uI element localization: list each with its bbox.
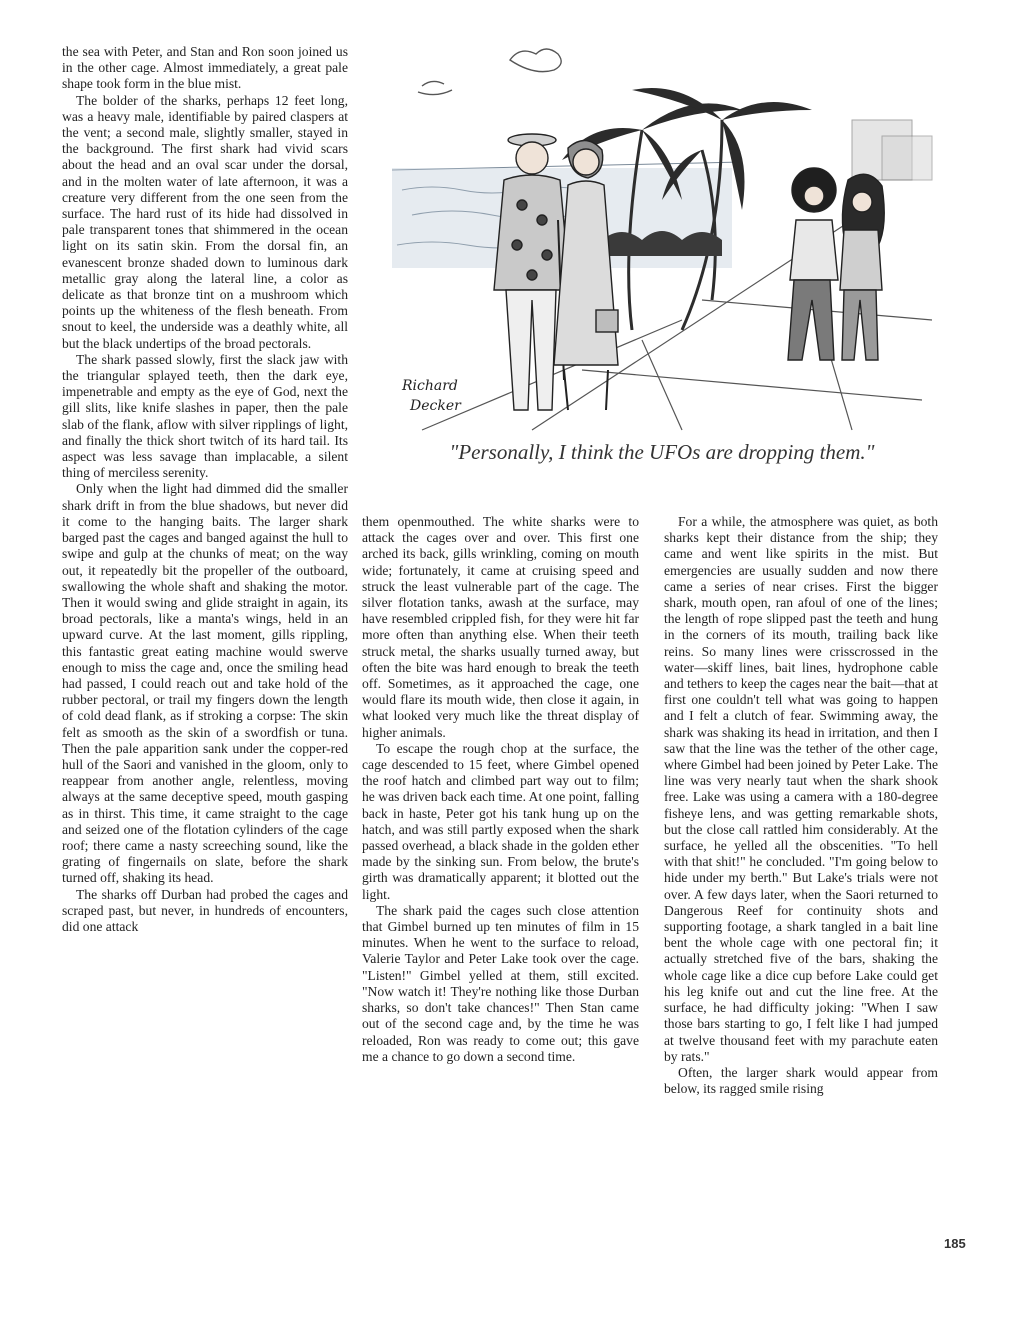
paragraph: Often, the larger shark would appear from below, its ragged smile rising [664,1064,938,1097]
paragraph: For a while, the atmosphere was quiet, as both sharks kept their distance from the ship; they came and went like spirits in the mist. But emergencies are usually sudden and now there came a series of near crises. First the bigger shark, mouth open, ran afoul of one of the lines; the length of rope slipped past the teeth and hung in the corners of its mouth, trailing back like reins. So many lines were crisscrossed in the water—skiff lines, bait lines, hydrophone cable and tethers to keep the cages near the bait—that at first one couldn't tell what was going to happen and I felt a clutch of fear. Swimming away, the shark was shaking its head in irritation, and then I saw that the line was the tether of the other cage, where Gimbel had been joined by Peter Lake. The line was very nearly taut when the shark shook free. Lake was using a camera with a 180-degree fisheye lens, and was getting remarkable shots, but the close call rattled him considerably. At the surface, he yelled all the obscenities. "To hell with that shit!" he concluded. "I'm going below to hide under my berth." But Lake's trials were not over. A few days later, when the Saori returned to Dangerous Reef for continuity shots and supporting footage, a shark tangled in a bait line bent the whole cage with one pectoral fin; it actually stretched five of the bars, shaking the whole cage like a dice cup before Lake could get his leg knife out and cut the line free. At the surface, he had difficulty joking: "When I saw those bars starting to go, I felt like I had jumped at twelve thousand feet with my parachute eaten by rats." [664,514,938,1064]
cloud [510,49,561,72]
distant-buildings [852,120,932,180]
paragraph: The shark paid the cages such close attention that Gimbel burned up ten minutes of film in 15 minutes. When he went to the surface to reload, Valerie Taylor and Peter Lake took over the cage. "Listen!" Gimbel yelled at them, still excited. "Now watch it! They're nothing like those Durban sharks, so don't take chances!" Then Stan came out of the second cage and, by the time he was reloaded, Ron was ready to come out; this gave me a chance to go down a second time. [362,902,639,1064]
article-column-2 [362,514,639,1065]
shrubs [602,231,722,256]
article-column-3 [664,514,938,1097]
ufo-shape [418,81,452,94]
article-column-1 [62,44,348,935]
paragraph: To escape the rough chop at the surface, the cage descended to 15 feet, where Gimbel opened the roof hatch and climbed part way out to film; he was driven back each time. At one point, falling back in haste, Peter got his tank hung up on the hatch, and was still partly exposed when the shark passed overhead, a black shade in the golden ether made by the sinking sun. From below, the brute's girth was dramatically apparent; it blotted out the light. [362,740,639,902]
cartoon-illustration [382,40,942,440]
paragraph: Only when the light had dimmed did the smaller shark drift in from the blue shadows, but never did it come to the hanging baits. The larger shark barged past the cages and banged against the hull to swipe and gulp at the chunks of meat; on the way out, it repeatedly bit the propeller of the outboard, swallowing the whole shaft and shaking the motor. Then it would swing and glide straight in again, its broad pectorals, like a manta's wings, held in an upward curve. At the last moment, gills rippling, this fantastic great eating machine would swerve enough to miss the cage and, once the smiling head had passed, I could reach out and take hold of the rubber pectoral, or trail my fingers down the length of cold dead flank, as if stroking a corpse: The skin felt as smooth as the skin of a swordfish or tuna. Then the pale apparition sank under the copper-red hull of the Saori and vanished in the gloom, only to reappear from another angle, relentless, moving always at the same deceptive speed, mouth gasping as in thirst. This time, it came straight to the cage and seized one of the flotation cylinders of the cage roof; there came a nasty screeching sound, like the grating of fingernails on slate, before the shark turned off, shaking its head. [62,481,348,886]
paragraph: The sharks off Durban had probed the cages and scraped past, but never, in hundreds of encounters, did one attack [62,886,348,934]
cartoon-caption: "Personally, I think the UFOs are dropping them." [449,440,875,464]
paragraph: The bolder of the sharks, perhaps 12 feet long, was a heavy male, identifiable by paired claspers at the vent; a second male, slightly smaller, stayed in the background. The first shark had vivid scars about the head and an oval scar under the dorsal, and in the molten water of late afternoon, it was a creature very different from the one seen from the surface. The hard rust of its hide had dissolved in pale transparent tones that shimmered in the ocean light on its satin skin. From the dorsal fin, an evanescent bronze shaded down to luminous dark metallic gray along the lateral line, a color as delicate as that bronze tint on a mushroom which points up the whiteness of the flesh beneath. From snout to keel, the underside was a deathly white, all but the black undertips of the broad pectorals. [62,92,348,351]
page-number: 185 [944,1236,966,1251]
artist-signature: Decker [410,398,461,414]
paragraph: The shark passed slowly, first the slack jaw with the triangular splayed teeth, then the dark eye, impenetrable and empty as the eye of God, next the gill slits, like knife slashes in paper, then the pale slab of the flank, aflow with silver ripplings of light, and finally the thick short twitch of its hard tail. Its aspect was less savage than implacable, a silent thing of merciless serenity. [62,351,348,481]
artist-signature: Richard [402,378,458,394]
paragraph: them openmouthed. The white sharks were to attack the cages over and over. This first one arched its back, gills wrinkling, coming on mouth wide; fortunately, it came at cruising speed and struck the least vulnerable part of the cage. The silver flotation tanks, awash at the surface, may have resembled crippled fish, for they were hit far more often than anything else. When their teeth struck metal, the sharks usually turned away, but often the bite was hard enough to break the teeth off. Sometimes, as it approached the cage, one would flare its mouth wide, then close it again, in what looked very much like the threat display of higher animals. [362,514,639,740]
young-couple [788,168,884,360]
paragraph: the sea with Peter, and Stan and Ron soon joined us in the other cage. Almost immediately, a great pale shape took form in the blue mist. [62,44,348,92]
